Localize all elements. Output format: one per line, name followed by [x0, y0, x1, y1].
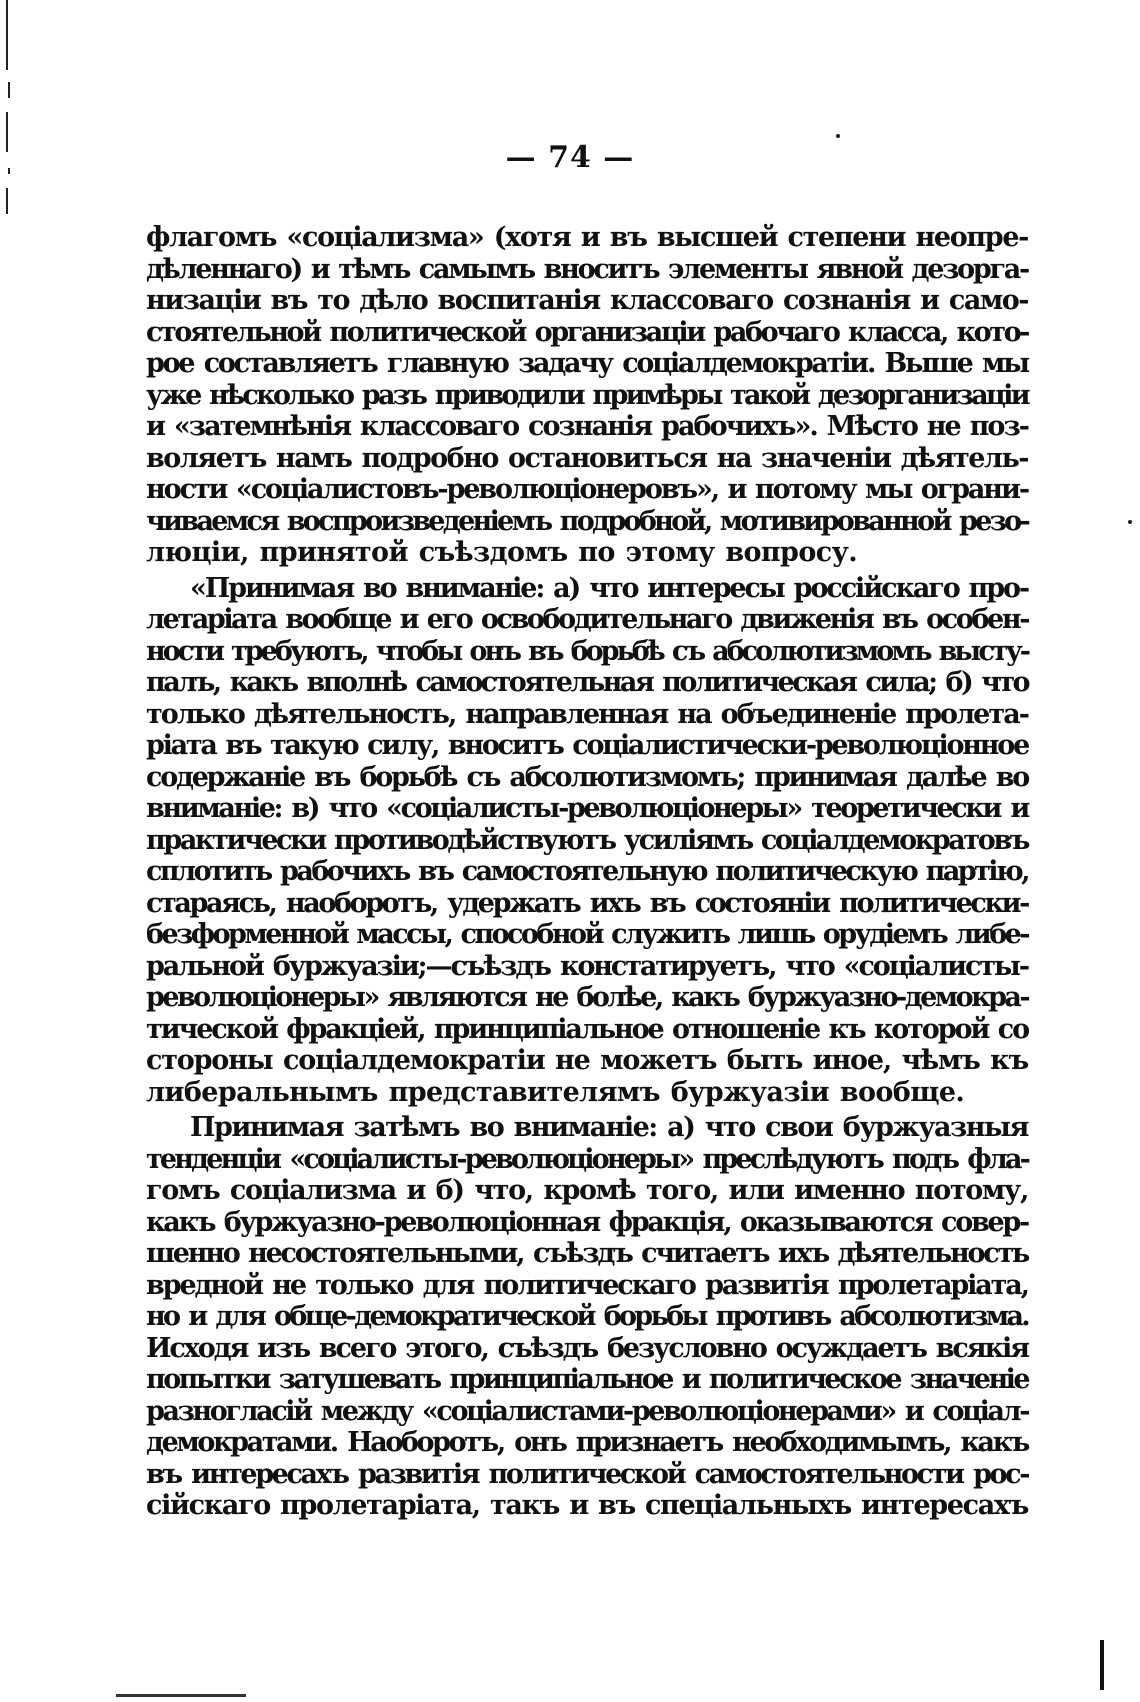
- text-line: тенденціи «соціалисты-революціонеры» преслѣдуютъ подъ фла-: [146, 1143, 1028, 1175]
- text-line: уже нѣсколько разъ приводили примѣры такой дезорганизаціи: [146, 379, 1028, 411]
- text-line: практически противодѣйствуютъ усиліямъ соціалдемократовъ: [146, 824, 1028, 856]
- scan-edge-mark-right: [1100, 1640, 1104, 1690]
- text-line: низаціи въ то дѣло воспитанія классоваго сознанія и само-: [146, 285, 1028, 316]
- text-line: только дѣятельность, направленная на объединеніе пролета-: [146, 698, 1028, 730]
- scan-speck: [1128, 520, 1132, 524]
- text-line: безформенной массы, способной служить лишь орудіемъ либе-: [146, 919, 1028, 950]
- text-line: дѣленнаго) и тѣмъ самымъ вноситъ элементы явной дезорга-: [146, 253, 1028, 285]
- text-line: революціонеры» являются не болѣе, какъ буржуазно-демокра-: [146, 982, 1028, 1013]
- text-line: рое составляетъ главную задачу соціалдемократіи. Выше мы: [146, 348, 1028, 379]
- text-line: люціи, принятой съѣздомъ по этому вопросу.: [146, 537, 858, 568]
- text-line: сійскаго пролетаріата, такъ и въ спеціальныхъ интересахъ: [146, 1490, 1028, 1521]
- text-line: либеральнымъ представителямъ буржуазіи вообще.: [146, 1076, 965, 1108]
- text-line: чиваемся воспроизведеніемъ подробной, мотивированной резо-: [146, 505, 1028, 537]
- text-line: гомъ соціализма и б) что, кромѣ того, или именно потому,: [146, 1175, 1028, 1206]
- text-line: Принимая затѣмъ во вниманіе: а) что свои буржуазныя: [190, 1112, 1028, 1143]
- text-line: разногласій между «соціалистами-революціонерами» и соціал-: [146, 1395, 1028, 1427]
- body-text: [146, 222, 1028, 1522]
- text-line: летаріата вообще и его освободительнаго движенія въ особен-: [146, 604, 1028, 635]
- text-line: и «затемнѣнія классоваго сознанія рабочихъ». Мѣсто не поз-: [146, 411, 1028, 442]
- text-line: стараясь, наоборотъ, удержать ихъ въ состояніи политически-: [146, 887, 1028, 919]
- paragraph-1: [146, 222, 1028, 569]
- text-line: ности требуютъ, чтобы онъ въ борьбѣ съ абсолютизмомъ высту-: [146, 635, 1028, 667]
- text-line: сплотить рабочихъ въ самостоятельную политическую партію,: [146, 856, 1028, 887]
- paragraph-2: [146, 573, 1028, 1109]
- text-line: шенно несостоятельными, съѣздъ считаетъ ихъ дѣятельность: [146, 1238, 1028, 1269]
- scan-edge-mark-bottom: [116, 1694, 246, 1697]
- text-line: стоятельной политической организаціи рабочаго класса, кото-: [146, 316, 1028, 348]
- text-line: содержаніе въ борьбѣ съ абсолютизмомъ; принимая далѣе во: [146, 761, 1028, 793]
- text-line: ральной буржуазіи;—съѣздъ констатируетъ, что «соціалисты-: [146, 950, 1028, 982]
- scan-edge-marks: [6, 0, 12, 215]
- text-line: демократами. Наоборотъ, онъ признаетъ необходимымъ, какъ: [146, 1427, 1028, 1458]
- text-line: ности «соціалистовъ-революціонеровъ», и потому мы ограни-: [146, 474, 1028, 505]
- text-line: Исходя изъ всего этого, съѣздъ безусловно осуждаетъ всякія: [146, 1332, 1028, 1364]
- text-line: стороны соціалдемократіи не можетъ быть иное, чѣмъ къ: [146, 1045, 1028, 1076]
- page-number: — 74 —: [505, 140, 635, 175]
- text-line: «Принимая во вниманіе: а) что интересы россійскаго про-: [190, 572, 1028, 604]
- text-line: палъ, какъ вполнѣ самостоятельная политическая сила; б) что: [146, 667, 1028, 698]
- text-line: но и для обще-демократической борьбы противъ абсолютизма.: [146, 1301, 1028, 1332]
- text-line: попытки затушевать принципіальное и политическое значеніе: [146, 1364, 1028, 1395]
- text-line: вредной не только для политическаго развитія пролетаріата,: [146, 1269, 1028, 1301]
- text-line: въ интересахъ развитія политической самостоятельности рос-: [146, 1458, 1028, 1490]
- text-line: ріата въ такую силу, вноситъ соціалистически-революціонное: [146, 730, 1028, 761]
- text-line: флагомъ «соціализма» (хотя и въ высшей степени неопре-: [146, 222, 1028, 253]
- paragraph-3: [146, 1112, 1028, 1522]
- text-line: воляетъ намъ подробно остановиться на значеніи дѣятель-: [146, 442, 1028, 474]
- text-line: тической фракціей, принципіальное отношеніе къ которой со: [146, 1013, 1028, 1045]
- text-line: вниманіе: в) что «соціалисты-революціонеры» теоретически и: [146, 793, 1028, 824]
- text-line: какъ буржуазно-революціонная фракція, оказываются совер-: [146, 1206, 1028, 1238]
- scan-speck: [836, 134, 840, 138]
